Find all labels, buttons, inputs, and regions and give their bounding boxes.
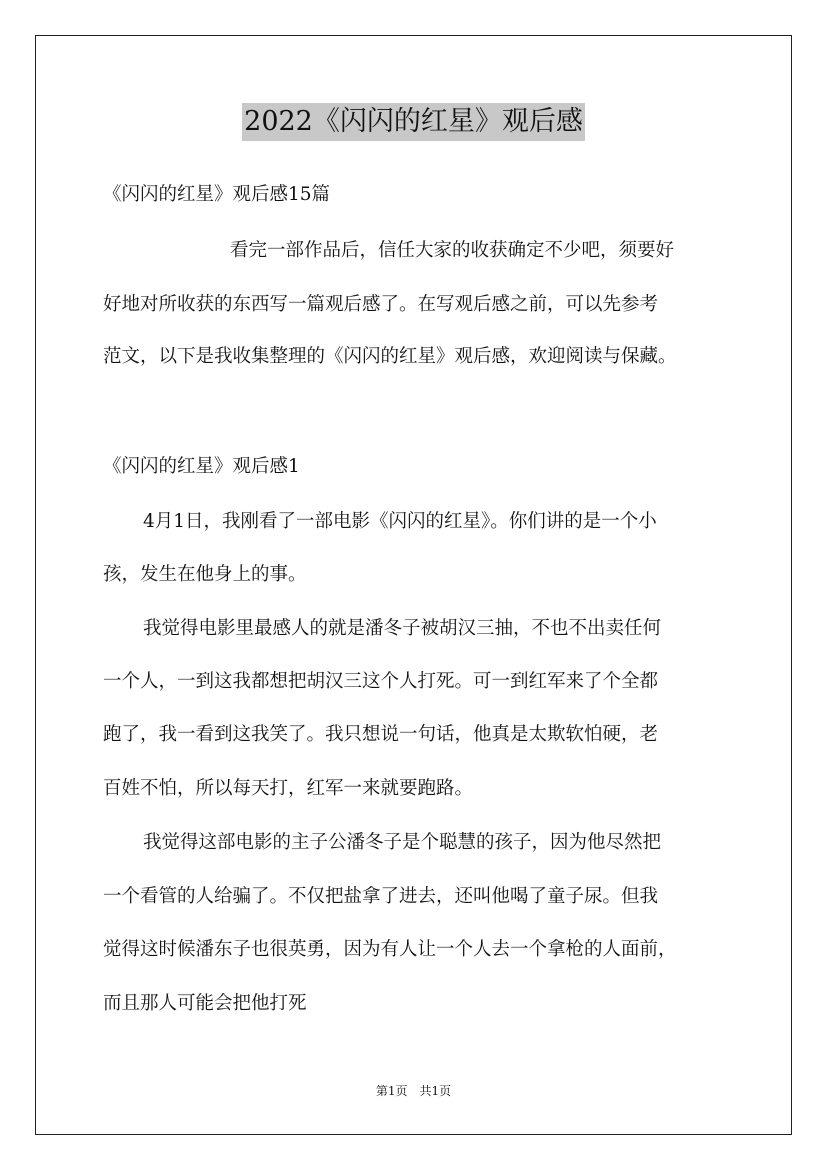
intro-line-2: 好地对所收获的东西写一篇观后感了。在写观后感之前，可以先参考 [103, 294, 659, 315]
document-subtitle: 《闪闪的红星》观后感15篇 [103, 184, 331, 205]
body-line-6: 百姓不怕，所以每天打，红军一来就要跑路。 [103, 778, 474, 799]
document-title: 2022《闪闪的红星》观后感 [242, 103, 585, 141]
body-line-10: 而且那人可能会把他打死 [103, 993, 307, 1014]
body-line-2: 孩，发生在他身上的事。 [103, 564, 307, 585]
intro-line-1: 看完一部作品后，信任大家的收获确定不少吧，须要好 [230, 240, 675, 261]
page-number-footer: 第1页 共1页 [375, 1084, 452, 1098]
body-line-8: 一个看管的人给骗了。不仅把盐拿了进去，还叫他喝了童子尿。但我 [103, 886, 659, 907]
body-line-1: 4月1日，我刚看了一部电影《闪闪的红星》。你们讲的是一个小 [143, 511, 657, 532]
section-heading: 《闪闪的红星》观后感1 [103, 456, 300, 477]
intro-line-3: 范文，以下是我收集整理的《闪闪的红星》观后感，欢迎阅读与保藏。 [103, 346, 677, 367]
body-line-4: 一个人，一到这我都想把胡汉三这个人打死。可一到红军来了个全都 [103, 671, 659, 692]
body-line-5: 跑了，我一看到这我笑了。我只想说一句话，他真是太欺软怕硬，老 [103, 724, 659, 745]
title-container [0, 103, 827, 141]
body-line-3: 我觉得电影里最感人的就是潘冬子被胡汉三抽，不也不出卖任何 [143, 618, 662, 639]
body-line-7: 我觉得这部电影的主子公潘冬子是个聪慧的孩子，因为他尽然把 [143, 832, 662, 853]
body-line-9: 觉得这时候潘东子也很英勇，因为有人让一个人去一个拿枪的人面前， [103, 939, 677, 960]
